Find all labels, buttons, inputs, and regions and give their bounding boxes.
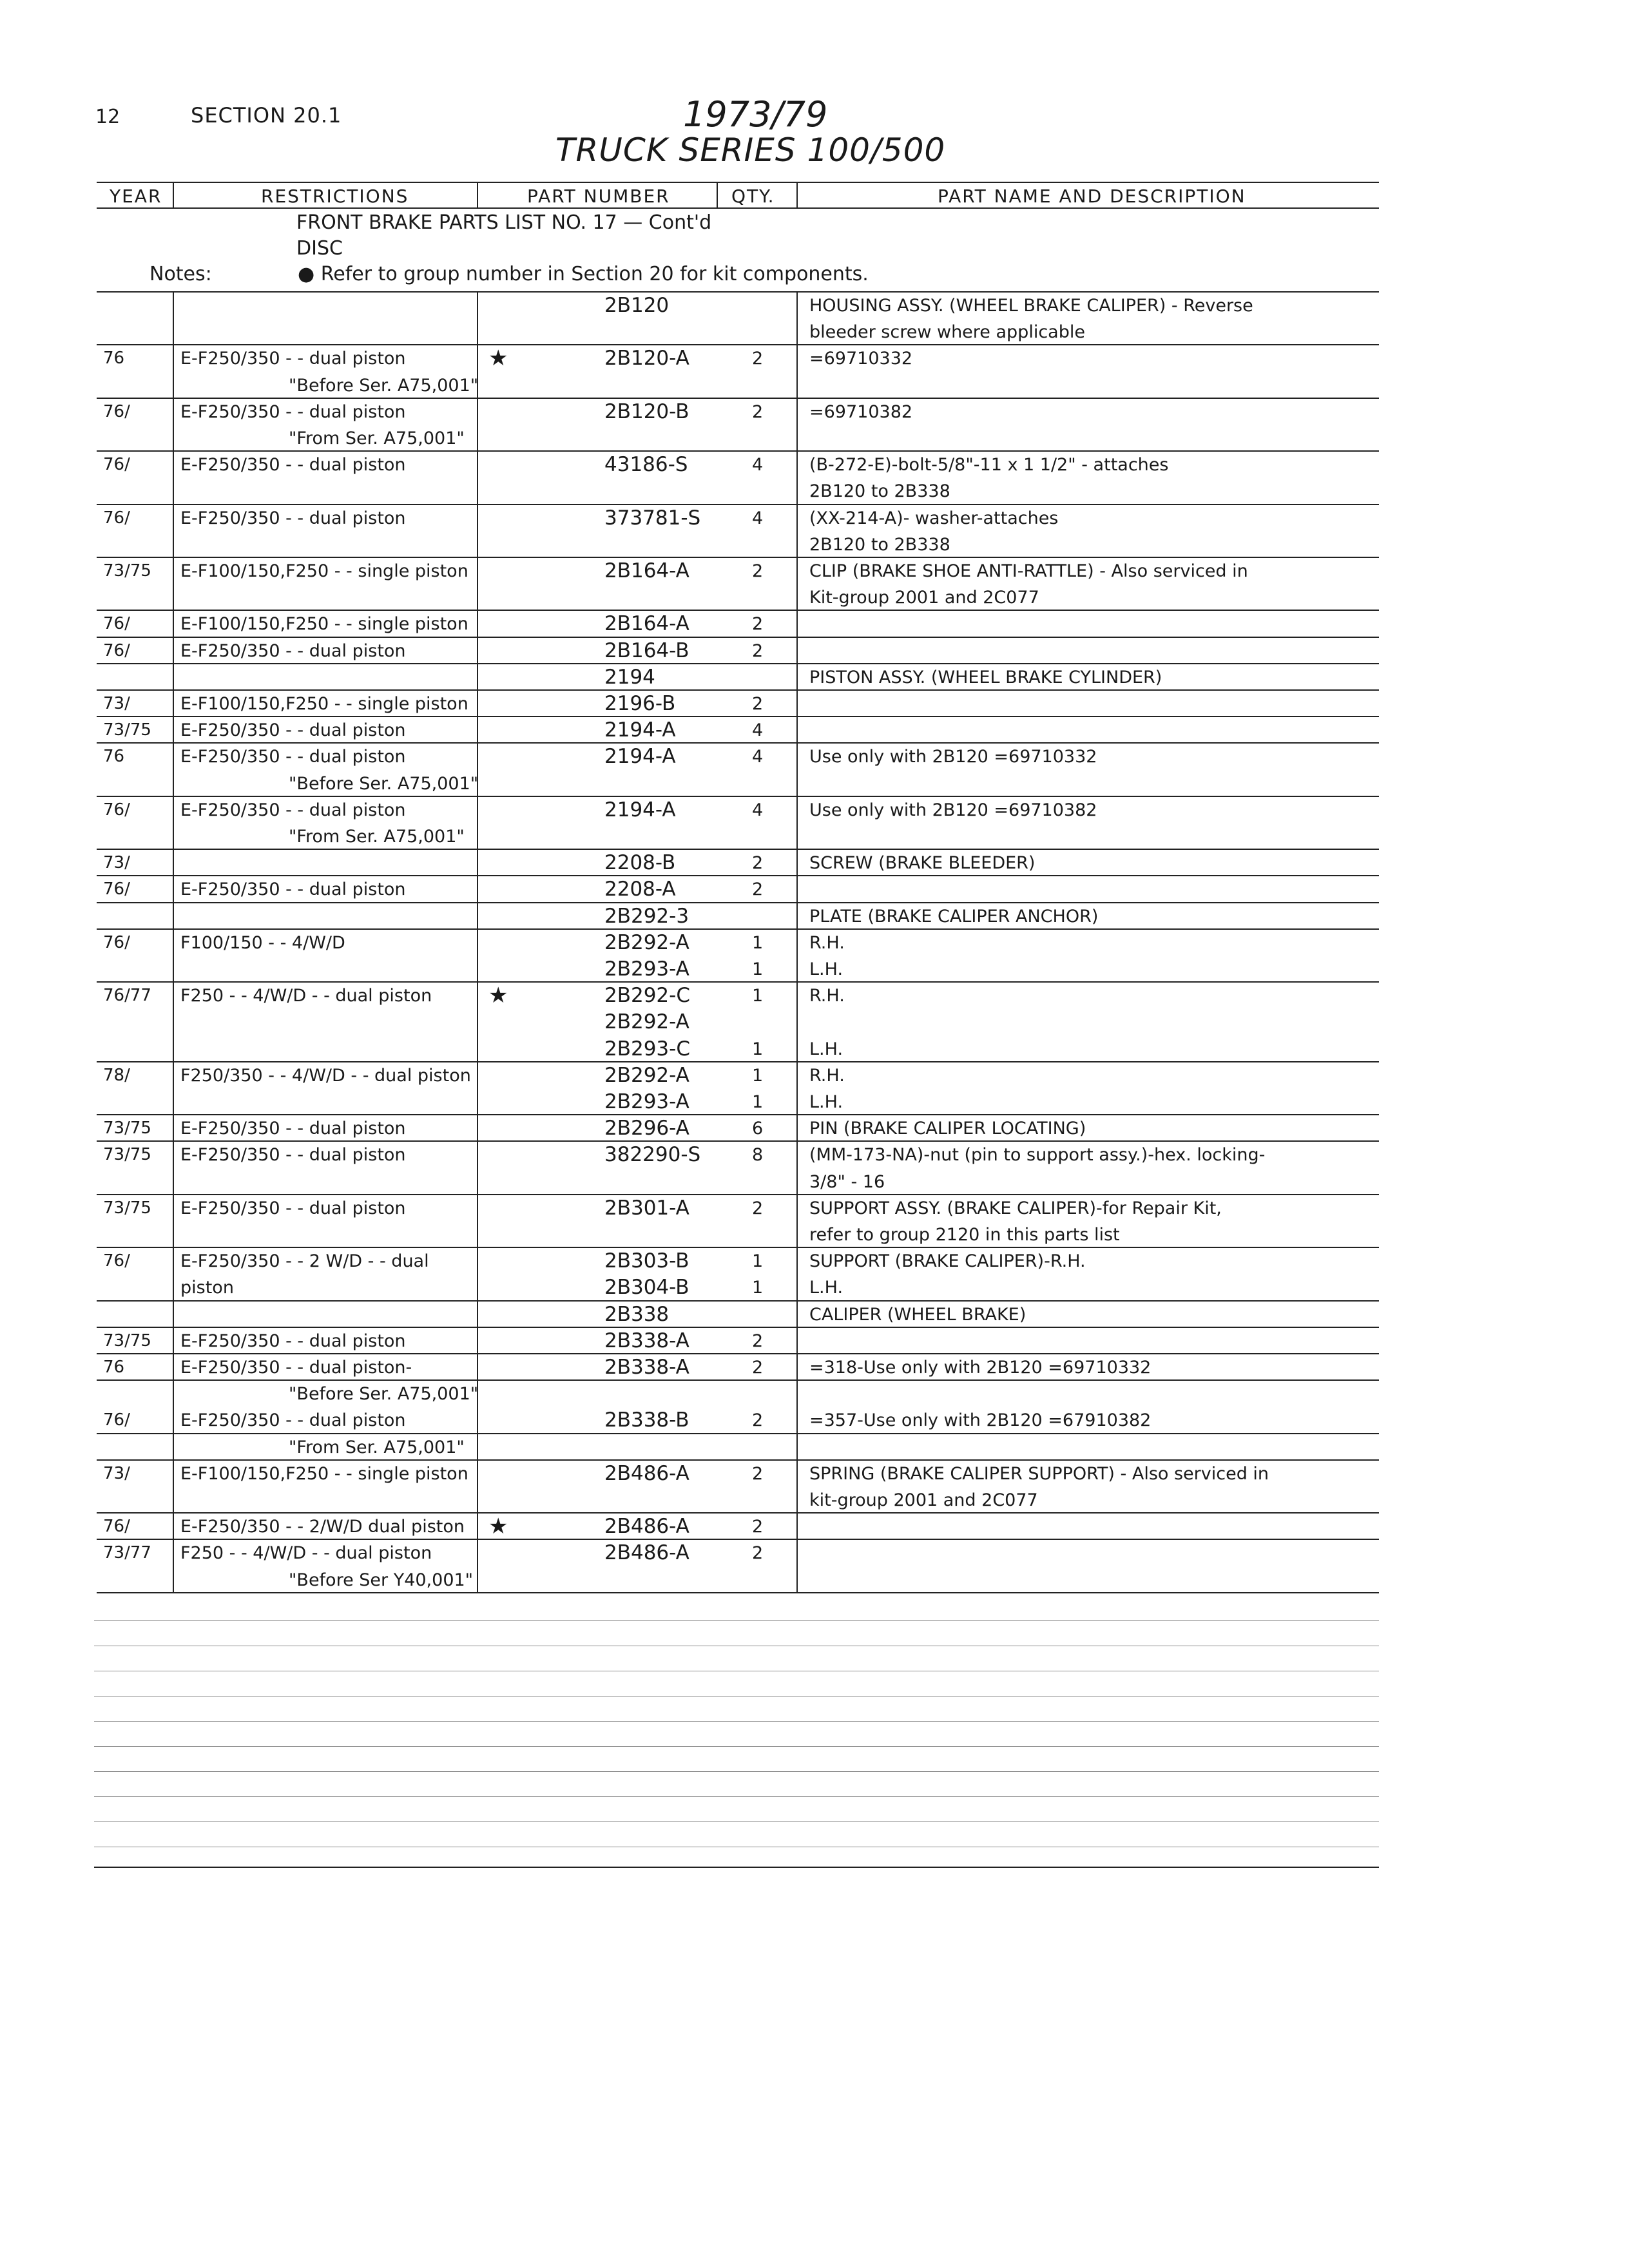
service-star-icon: ★ <box>488 1514 508 1540</box>
restrictions-cell: E-F100/150,F250 - - single piston <box>180 561 468 581</box>
qty-cell: 4 <box>752 720 764 741</box>
header-bottom-rule <box>97 207 1379 209</box>
part-base-number: 2B292-A <box>604 930 689 954</box>
description-cell: =357-Use only with 2B120 =67910382 <box>809 1410 1152 1431</box>
part-base-number: 2B120-A <box>604 347 689 370</box>
blank-area-bottom-rule <box>94 1867 1379 1868</box>
year-cell: 73/75 <box>103 1198 151 1218</box>
part-base-number: 2B293-A <box>604 1090 689 1113</box>
table-bottom-rule <box>97 1592 1379 1593</box>
part-base-number: 2B303-B <box>604 1249 689 1273</box>
year-cell: 76/ <box>103 508 130 528</box>
restrictions-cell: "From Ser. A75,001" <box>289 827 465 847</box>
part-base-number: 2B338-B <box>604 1408 689 1432</box>
part-base-number: 2B292-3 <box>604 904 689 928</box>
row-rule <box>97 291 1379 293</box>
row-rule <box>97 981 1379 983</box>
row-rule <box>97 1459 1379 1461</box>
column-part-number: PART NUMBER <box>527 186 670 207</box>
restrictions-cell: E-F100/150,F250 - - single piston <box>180 694 468 714</box>
year-divider <box>173 291 174 1592</box>
year-cell: 73/ <box>103 1463 130 1483</box>
qty-cell: 2 <box>752 614 764 635</box>
description-cell: (MM-173-NA)-nut (pin to support assy.)-hex. locking- <box>809 1145 1266 1166</box>
qty-cell: 8 <box>752 1145 764 1166</box>
service-star-icon: ★ <box>488 983 508 1009</box>
part-base-number: 2B292-A <box>604 1010 689 1034</box>
header-divider <box>717 182 718 207</box>
description-cell: R.H. <box>809 932 845 953</box>
restrictions-cell: E-F250/350 - - dual piston <box>180 747 406 767</box>
part-base-number: 2B486-A <box>604 1515 689 1539</box>
qty-cell: 2 <box>752 1463 764 1484</box>
section-label: SECTION 20.1 <box>191 103 342 128</box>
qty-cell: 2 <box>752 1331 764 1351</box>
restrictions-cell: E-F250/350 - - dual piston- <box>180 1358 412 1378</box>
part-base-number: 2208-B <box>604 851 676 875</box>
restrictions-cell: E-F250/350 - - dual piston <box>180 1145 406 1166</box>
description-cell: CLIP (BRAKE SHOE ANTI-RATTLE) - Also serviced in <box>809 561 1248 581</box>
year-cell: 73/75 <box>103 720 151 740</box>
year-cell: 73/75 <box>103 1331 151 1350</box>
qty-cell: 4 <box>752 455 764 476</box>
row-rule <box>97 1300 1379 1302</box>
qty-cell: 1 <box>752 986 764 1006</box>
restrictions-cell: E-F250/350 - - dual piston <box>180 879 406 900</box>
year-cell: 78/ <box>103 1065 130 1085</box>
restrictions-cell: E-F100/150,F250 - - single piston <box>180 614 468 635</box>
description-cell: L.H. <box>809 1092 843 1112</box>
row-rule <box>97 1512 1379 1514</box>
header-divider <box>173 182 174 207</box>
part-base-number: 2B486-A <box>604 1541 689 1565</box>
restrictions-cell: E-F250/350 - - dual piston <box>180 640 406 661</box>
description-cell: =69710382 <box>809 401 913 422</box>
qty-cell: 1 <box>752 959 764 979</box>
year-cell: 76/ <box>103 800 130 820</box>
restrictions-cell: E-F250/350 - - dual piston <box>180 720 406 741</box>
part-base-number: 2196-B <box>604 692 676 715</box>
qty-cell: 2 <box>752 401 764 422</box>
description-cell: =69710332 <box>809 349 913 369</box>
description-cell: PISTON ASSY. (WHEEL BRAKE CYLINDER) <box>809 667 1162 687</box>
description-cell: L.H. <box>809 1278 843 1298</box>
qty-cell: 2 <box>752 694 764 714</box>
row-rule <box>97 663 1379 664</box>
blank-rule <box>94 1746 1379 1747</box>
description-cell: L.H. <box>809 1039 843 1059</box>
service-star-icon: ★ <box>488 345 508 372</box>
description-cell: PLATE (BRAKE CALIPER ANCHOR) <box>809 906 1099 927</box>
qty-cell: 2 <box>752 640 764 661</box>
description-cell: CALIPER (WHEEL BRAKE) <box>809 1304 1027 1325</box>
row-rule <box>97 1539 1379 1540</box>
restrictions-cell: E-F100/150,F250 - - single piston <box>180 1463 468 1484</box>
restrictions-cell: E-F250/350 - - dual piston <box>180 1198 406 1218</box>
note-text: Refer to group number in Section 20 for kit components. <box>320 263 869 285</box>
year-cell: 76/ <box>103 614 130 634</box>
qty-cell: 1 <box>752 1278 764 1298</box>
row-rule <box>97 716 1379 717</box>
qty-cell: 1 <box>752 1251 764 1272</box>
year-cell: 73/75 <box>103 561 151 581</box>
header-top-rule <box>97 182 1379 183</box>
row-rule <box>97 875 1379 876</box>
year-cell: 76/ <box>103 1251 130 1271</box>
qty-cell: 2 <box>752 1517 764 1537</box>
row-rule <box>97 610 1379 611</box>
row-rule <box>97 1194 1379 1195</box>
list-subtitle: DISC <box>296 237 343 260</box>
part-base-number: 2B293-A <box>604 957 689 981</box>
note-item <box>298 263 869 285</box>
restrictions-cell: E-F250/350 - - dual piston <box>180 1119 406 1139</box>
description-cell: 2B120 to 2B338 <box>809 481 950 502</box>
part-base-number: 2B164-A <box>604 559 689 582</box>
year-cell: 76 <box>103 1358 125 1377</box>
year-cell: 76/ <box>103 401 130 421</box>
part-base-number: 2194-A <box>604 718 676 742</box>
qty-divider <box>796 291 798 1592</box>
part-base-number: 2B120 <box>604 294 670 317</box>
part-base-number: 2194-A <box>604 798 676 822</box>
description-cell: Kit-group 2001 and 2C077 <box>809 588 1039 608</box>
description-cell: PIN (BRAKE CALIPER LOCATING) <box>809 1119 1086 1139</box>
restrictions-cell: F250 - - 4/W/D - - dual piston <box>180 1543 432 1564</box>
year-cell: 76/ <box>103 455 130 475</box>
part-base-number: 2B338-A <box>604 1329 689 1352</box>
row-rule <box>97 1433 1379 1434</box>
year-cell: 73/ <box>103 694 130 713</box>
qty-cell: 2 <box>752 1410 764 1431</box>
part-base-number: 382290-S <box>604 1143 701 1167</box>
blank-rule <box>94 1620 1379 1621</box>
row-rule <box>97 1114 1379 1115</box>
restrictions-cell: "Before Ser. A75,001" <box>289 773 479 794</box>
part-base-number: 2B338-A <box>604 1356 689 1379</box>
year-cell: 76 <box>103 747 125 767</box>
description-cell: Use only with 2B120 =69710382 <box>809 800 1097 820</box>
qty-cell: 1 <box>752 932 764 953</box>
restrictions-cell: E-F250/350 - - 2/W/D dual piston <box>180 1517 465 1537</box>
row-rule <box>97 450 1379 452</box>
row-rule <box>97 1353 1379 1354</box>
description-cell: 2B120 to 2B338 <box>809 534 950 555</box>
description-cell: refer to group 2120 in this parts list <box>809 1225 1120 1245</box>
restrictions-cell: F250/350 - - 4/W/D - - dual piston <box>180 1065 471 1086</box>
part-base-number: 2B304-B <box>604 1276 689 1300</box>
blank-rule <box>94 1796 1379 1797</box>
year-cell: 76/ <box>103 1410 130 1430</box>
row-rule <box>97 637 1379 638</box>
qty-cell: 4 <box>752 747 764 767</box>
part-base-number: 2B293-C <box>604 1037 690 1061</box>
qty-cell: 1 <box>752 1092 764 1112</box>
title-series: TRUCK SERIES 100/500 <box>555 131 946 169</box>
part-base-number: 2B120-B <box>604 399 689 423</box>
qty-cell: 6 <box>752 1119 764 1139</box>
part-base-number: 2B292-C <box>604 984 690 1008</box>
part-base-number: 2B296-A <box>604 1117 689 1140</box>
qty-cell: 1 <box>752 1065 764 1086</box>
part-base-number: 2B292-A <box>604 1063 689 1087</box>
description-cell: (XX-214-A)- washer-attaches <box>809 508 1059 528</box>
row-rule <box>97 344 1379 345</box>
row-rule <box>97 1140 1379 1142</box>
part-base-number: 2194 <box>604 665 655 689</box>
restrictions-cell: E-F250/350 - - dual piston <box>180 800 406 820</box>
year-cell: 73/75 <box>103 1119 151 1139</box>
qty-cell: 2 <box>752 561 764 581</box>
description-cell: R.H. <box>809 986 845 1006</box>
blank-rule <box>94 1821 1379 1822</box>
year-cell: 73/ <box>103 853 130 873</box>
restrictions-cell: F250 - - 4/W/D - - dual piston <box>180 986 432 1006</box>
row-rule <box>97 1061 1379 1062</box>
part-base-number: 2B164-B <box>604 639 689 662</box>
description-cell: =318-Use only with 2B120 =69710332 <box>809 1358 1152 1378</box>
description-cell: 3/8" - 16 <box>809 1171 885 1192</box>
description-cell: Use only with 2B120 =69710332 <box>809 747 1097 767</box>
year-cell: 76/ <box>103 640 130 660</box>
part-base-number: 2B301-A <box>604 1196 689 1220</box>
restrictions-cell: E-F250/350 - - dual piston <box>180 349 406 369</box>
restrictions-cell: E-F250/350 - - dual piston <box>180 401 406 422</box>
row-rule <box>97 1247 1379 1248</box>
year-cell: 73/77 <box>103 1543 151 1563</box>
qty-cell: 2 <box>752 1358 764 1378</box>
column-qty: QTY. <box>731 186 775 207</box>
restrictions-cell: E-F250/350 - - dual piston <box>180 1331 406 1351</box>
row-rule <box>97 742 1379 744</box>
qty-cell: 1 <box>752 1039 764 1059</box>
notes-label: Notes: <box>149 263 212 285</box>
list-title: FRONT BRAKE PARTS LIST NO. 17 — Cont'd <box>296 211 712 234</box>
row-rule <box>97 504 1379 505</box>
restrictions-cell: piston <box>180 1278 234 1298</box>
part-base-number: 43186-S <box>604 453 688 477</box>
description-cell: (B-272-E)-bolt-5/8"-11 x 1 1/2" - attaches <box>809 455 1169 476</box>
qty-cell: 4 <box>752 800 764 820</box>
column-description: PART NAME AND DESCRIPTION <box>938 186 1246 207</box>
year-cell: 73/75 <box>103 1145 151 1165</box>
qty-cell: 2 <box>752 853 764 874</box>
qty-cell: 2 <box>752 879 764 900</box>
description-cell: L.H. <box>809 959 843 979</box>
row-rule <box>97 689 1379 691</box>
description-cell: kit-group 2001 and 2C077 <box>809 1490 1038 1510</box>
description-cell: SCREW (BRAKE BLEEDER) <box>809 853 1036 874</box>
restrictions-cell: "Before Ser Y40,001" <box>289 1570 474 1590</box>
year-cell: 76 <box>103 349 125 369</box>
part-base-number: 2B164-A <box>604 612 689 636</box>
header-divider <box>796 182 798 207</box>
row-rule <box>97 928 1379 930</box>
row-rule <box>97 1379 1379 1381</box>
part-base-number: 373781-S <box>604 506 701 530</box>
description-cell: bleeder screw where applicable <box>809 322 1085 343</box>
year-cell: 76/ <box>103 879 130 899</box>
year-cell: 76/ <box>103 1517 130 1537</box>
description-cell: SUPPORT ASSY. (BRAKE CALIPER)-for Repair Kit, <box>809 1198 1222 1218</box>
restrictions-cell: "From Ser. A75,001" <box>289 1437 465 1457</box>
row-rule <box>97 902 1379 903</box>
column-restrictions: RESTRICTIONS <box>261 186 409 207</box>
year-cell: 76/ <box>103 932 130 952</box>
part-base-number: 2B486-A <box>604 1461 689 1485</box>
row-rule <box>97 796 1379 797</box>
part-base-number: 2194-A <box>604 745 676 769</box>
header-divider <box>477 182 478 207</box>
qty-cell: 2 <box>752 1198 764 1218</box>
part-base-number: 2208-A <box>604 878 676 901</box>
row-rule <box>97 1327 1379 1328</box>
description-cell: HOUSING ASSY. (WHEEL BRAKE CALIPER) - Reverse <box>809 296 1253 316</box>
page-number: 12 <box>95 106 120 128</box>
qty-cell: 4 <box>752 508 764 528</box>
part-base-number: 2B338 <box>604 1302 670 1326</box>
row-rule <box>97 849 1379 850</box>
blank-rule <box>94 1721 1379 1722</box>
qty-cell: 2 <box>752 1543 764 1564</box>
row-rule <box>97 557 1379 558</box>
description-cell: R.H. <box>809 1065 845 1086</box>
restrictions-cell: "Before Ser. A75,001" <box>289 1384 479 1405</box>
year-cell: 76/77 <box>103 986 151 1006</box>
bullet-icon: ● <box>298 263 315 285</box>
restrictions-cell: E-F250/350 - - 2 W/D - - dual <box>180 1251 429 1272</box>
description-cell: SPRING (BRAKE CALIPER SUPPORT) - Also serviced in <box>809 1463 1269 1484</box>
restrictions-cell: "From Ser. A75,001" <box>289 428 465 448</box>
title-years: 1973/79 <box>683 94 828 135</box>
blank-rule <box>94 1771 1379 1772</box>
restrictions-cell: E-F250/350 - - dual piston <box>180 508 406 528</box>
row-rule <box>97 398 1379 399</box>
column-year: YEAR <box>110 186 162 207</box>
restrictions-cell: "Before Ser. A75,001" <box>289 375 479 396</box>
restrictions-cell: E-F250/350 - - dual piston <box>180 455 406 476</box>
description-cell: SUPPORT (BRAKE CALIPER)-R.H. <box>809 1251 1086 1272</box>
restrictions-cell: F100/150 - - 4/W/D <box>180 932 345 953</box>
restrictions-cell: E-F250/350 - - dual piston <box>180 1410 406 1431</box>
qty-cell: 2 <box>752 349 764 369</box>
